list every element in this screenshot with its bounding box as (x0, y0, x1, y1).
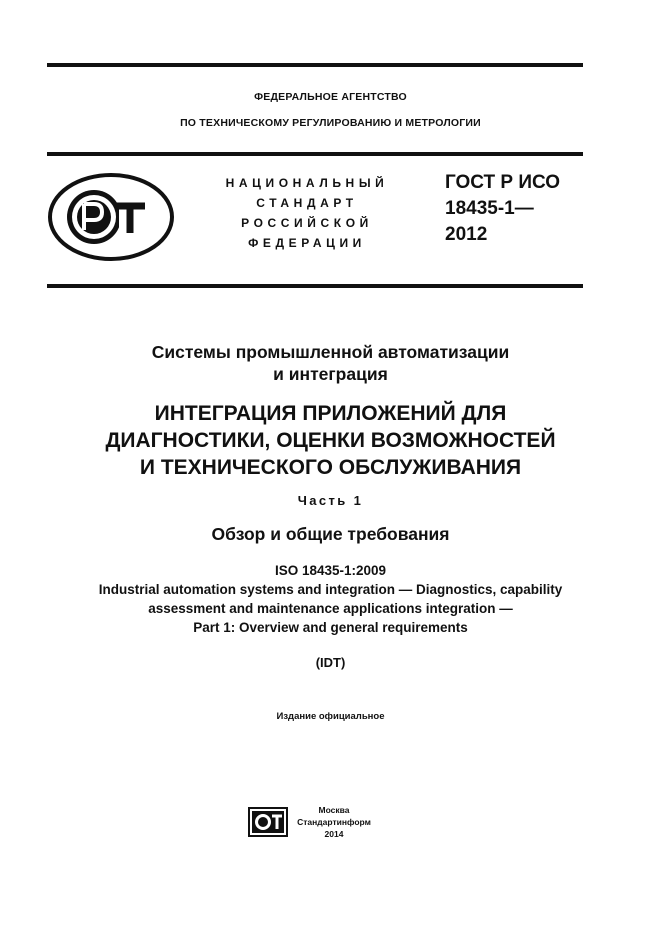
iso-line-1: ISO 18435-1:2009 (274, 563, 387, 578)
designation-line-3: 2012 (445, 224, 488, 245)
national-line-4: ФЕДЕРАЦИИ (248, 236, 366, 250)
idt-label: (IDT) (315, 655, 346, 670)
designation-line-1: ГОСТ Р ИСО (445, 172, 561, 193)
iso-reference (0, 561, 661, 637)
part-number: Часть 1 (297, 493, 364, 508)
national-line-1: НАЦИОНАЛЬНЫЙ (225, 176, 389, 190)
publisher-city: Москва (318, 805, 350, 815)
designation-line-2: 18435-1— (445, 198, 534, 219)
iso-line-3: assessment and maintenance applications integration — (148, 601, 513, 616)
document-subtitle (0, 341, 661, 385)
iso-line-2: Industrial automation systems and integration — Diagnostics, capability (98, 582, 563, 597)
standartinform-logo-icon (248, 807, 288, 837)
national-line-2: СТАНДАРТ (256, 196, 358, 210)
gost-r-logo-icon (47, 172, 175, 262)
agency-line-1: ФЕДЕРАЛЬНОЕ АГЕНТСТВО (254, 91, 407, 103)
header-rule (47, 152, 583, 156)
subtitle-line-1: Системы промышленной автоматизации (151, 342, 510, 362)
edition-label: Издание официальное (276, 711, 385, 722)
subtitle-line-2: и интеграция (273, 364, 388, 384)
publisher-info (294, 804, 374, 840)
standard-designation (445, 170, 560, 248)
agency-line-2: ПО ТЕХНИЧЕСКОМУ РЕГУЛИРОВАНИЮ И МЕТРОЛОГИИ (180, 117, 481, 129)
national-line-3: РОССИЙСКОЙ (241, 216, 373, 230)
title-line-3: И ТЕХНИЧЕСКОГО ОБСЛУЖИВАНИЯ (139, 456, 522, 479)
iso-line-4: Part 1: Overview and general requirements (193, 620, 468, 635)
title-line-2: ДИАГНОСТИКИ, ОЦЕНКИ ВОЗМОЖНОСТЕЙ (105, 429, 556, 452)
part-title: Обзор и общие требования (211, 524, 450, 544)
publisher-year: 2014 (324, 829, 344, 839)
publisher-name: Стандартинформ (297, 817, 371, 827)
document-title (0, 400, 661, 481)
top-rule (47, 63, 583, 67)
standard-rule (47, 284, 583, 288)
national-standard-label (206, 173, 408, 253)
title-line-1: ИНТЕГРАЦИЯ ПРИЛОЖЕНИЙ ДЛЯ (154, 402, 507, 425)
